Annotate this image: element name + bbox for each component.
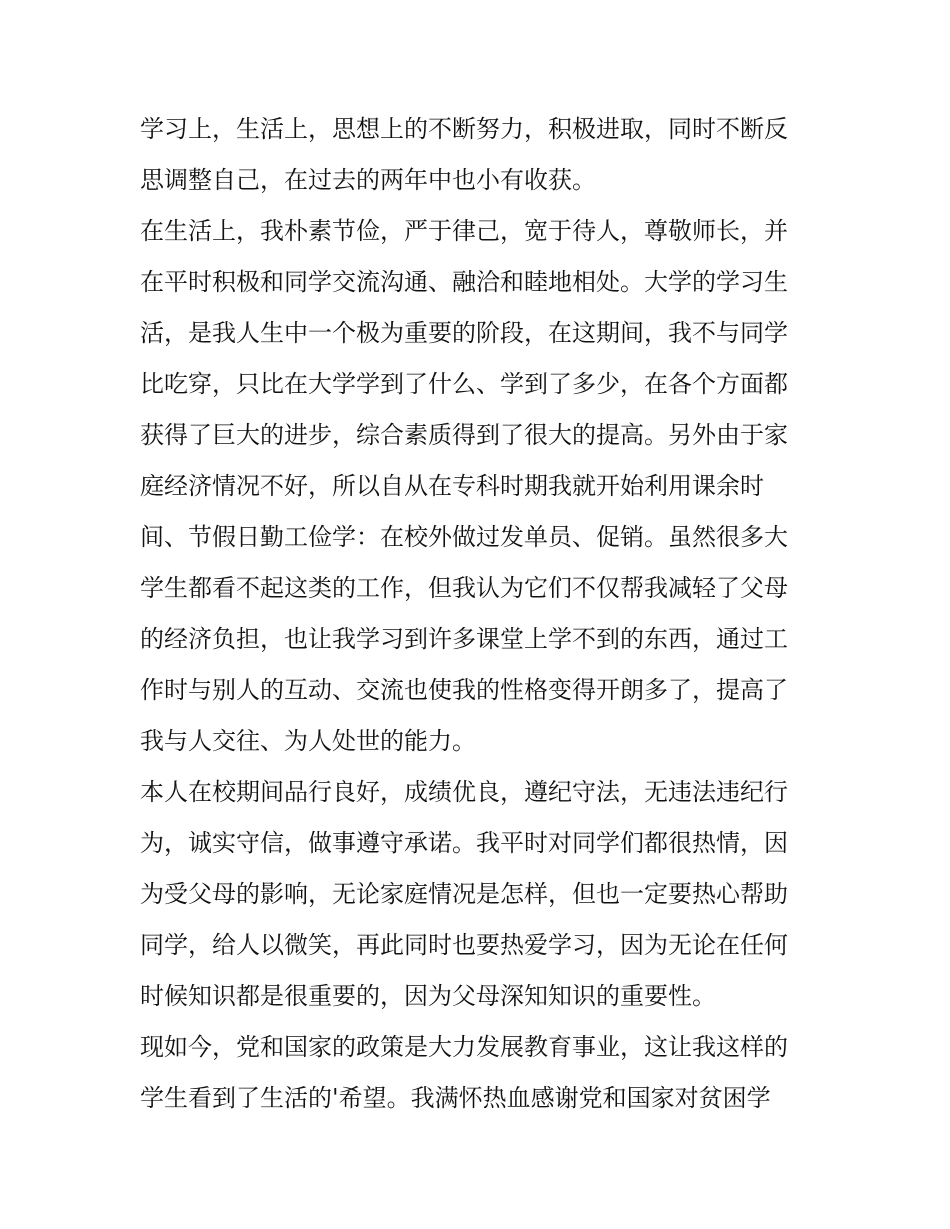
text-line: 为受父母的影响，无论家庭情况是怎样，但也一定要热心帮助 (140, 880, 788, 908)
text-line: 现如今，党和国家的政策是大力发展教育事业，这让我这样的 (140, 1033, 788, 1061)
text-line: 在生活上，我朴素节俭，严于律己，宽于待人，尊敬师长，并 (140, 217, 788, 245)
text-line: 活，是我人生中一个极为重要的阶段，在这期间，我不与同学 (140, 319, 788, 347)
text-line: 获得了巨大的进步，综合素质得到了很大的提高。另外由于家 (140, 421, 788, 449)
text-line: 庭经济情况不好，所以自从在专科时期我就开始利用课余时 (140, 472, 764, 500)
text-line: 学习上，生活上，思想上的不断努力，积极进取，同时不断反 (140, 115, 788, 143)
text-line: 思调整自己，在过去的两年中也小有收获。 (140, 166, 596, 194)
text-line: 本人在校期间品行良好，成绩优良，遵纪守法，无违法违纪行 (140, 778, 788, 806)
text-line: 我与人交往、为人处世的能力。 (140, 727, 476, 755)
document-body (140, 104, 820, 1124)
text-line: 在平时积极和同学交流沟通、融洽和睦地相处。大学的学习生 (140, 268, 788, 296)
text-line: 学生都看不起这类的工作，但我认为它们不仅帮我减轻了父母 (140, 574, 788, 602)
text-line: 学生看到了生活的'希望。我满怀热血感谢党和国家对贫困学 (140, 1084, 771, 1112)
text-line: 为，诚实守信，做事遵守承诺。我平时对同学们都很热情，因 (140, 829, 788, 857)
text-line: 作时与别人的互动、交流也使我的性格变得开朗多了，提高了 (140, 676, 788, 704)
text-line: 间、节假日勤工俭学：在校外做过发单员、促销。虽然很多大 (140, 523, 788, 551)
text-line: 比吃穿，只比在大学学到了什么、学到了多少，在各个方面都 (140, 370, 788, 398)
text-line: 的经济负担，也让我学习到许多课堂上学不到的东西，通过工 (140, 625, 788, 653)
text-line: 同学，给人以微笑，再此同时也要热爱学习，因为无论在任何 (140, 931, 788, 959)
text-line: 时候知识都是很重要的，因为父母深知知识的重要性。 (140, 982, 716, 1010)
